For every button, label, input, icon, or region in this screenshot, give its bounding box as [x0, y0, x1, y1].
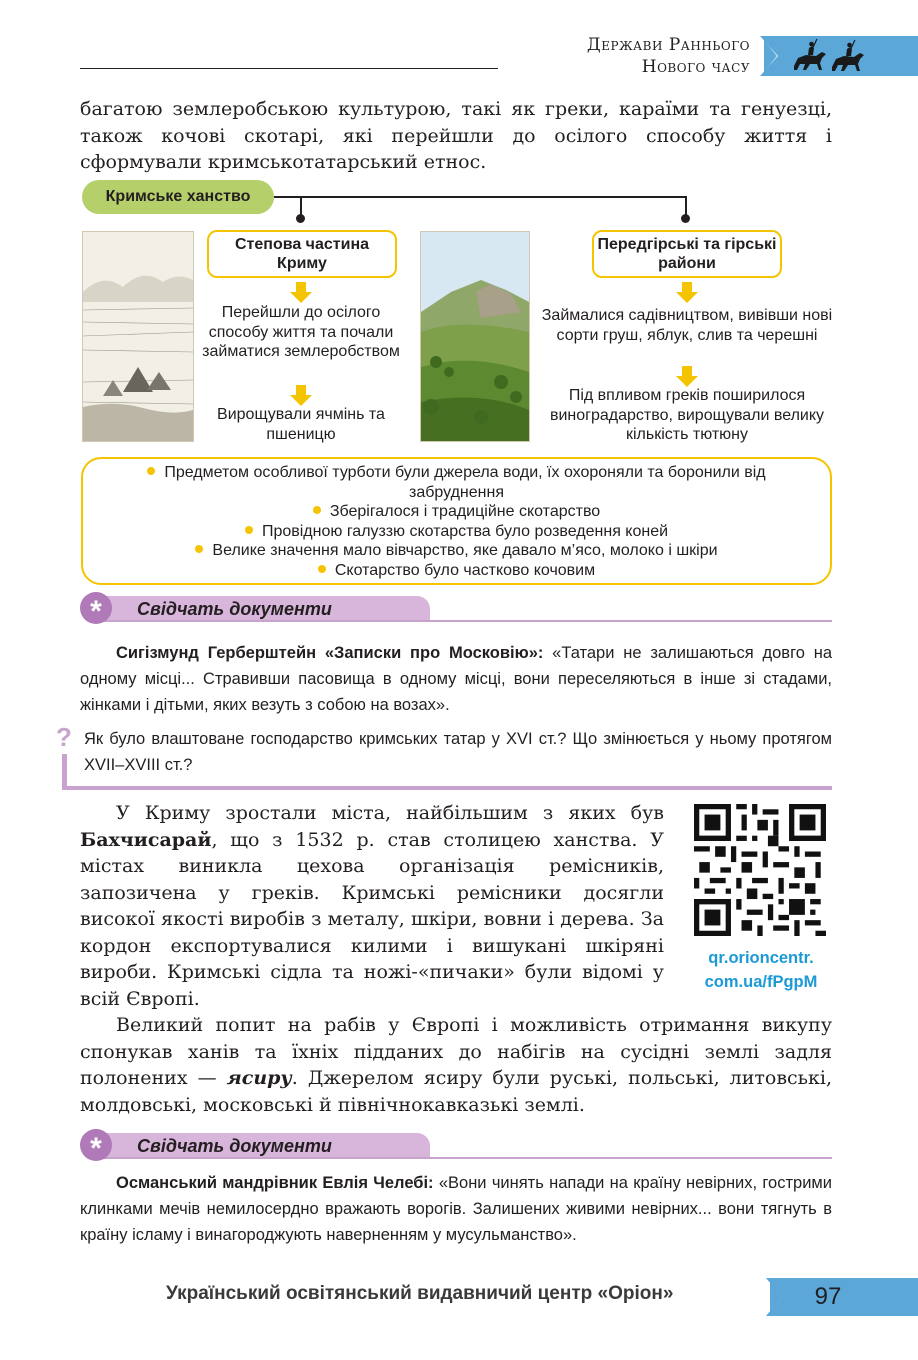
diagram-connector — [274, 196, 686, 198]
header-rule — [80, 68, 498, 69]
steppe-title-box: Степова частина Криму — [207, 230, 397, 278]
qr-link[interactable]: qr.orioncentr. com.ua/fPgpM — [704, 949, 818, 991]
mountain-illustration — [420, 231, 530, 442]
connector-dot — [681, 214, 690, 223]
question-rule — [62, 786, 832, 790]
diagram-root: Кримське ханство — [82, 180, 274, 214]
mountain-drawing — [421, 232, 529, 441]
header-band — [760, 36, 918, 76]
question-bar — [62, 754, 67, 790]
publisher-name: Український освітянський видавничий центр «Оріон» — [166, 1283, 674, 1304]
bullet-icon — [313, 506, 321, 514]
document-quote: Сигізмунд Герберштейн «Записки про Московію»: «Татари не залишаються довго на одному місці... Стравивши пасовища в одному місці, вони переселяються в інше зі стадами, жінками і дітьми, яких везуть з собою на возах». — [80, 644, 832, 714]
asterisk-icon: * — [80, 592, 112, 624]
question-text: Як було влаштоване господарство кримських татар у XVI ст.? Що змінюється у ньому протягом XVII–XVIII ст.? — [84, 730, 832, 774]
bullet-icon — [195, 545, 203, 553]
mountain-step2: Під впливом греків поширилося виноградарство, вирощували велику кількість тютюну — [549, 387, 825, 443]
bullet-icon — [147, 467, 155, 475]
documents-heading: Свідчать документи — [137, 599, 332, 619]
fact-item: Предметом особливої турботи були джерела води, їх охороняли та боронили від забруднення — [83, 463, 830, 502]
connector-dot — [296, 214, 305, 223]
fact-item: Скотарство було частково кочовим — [83, 561, 830, 581]
steppe-illustration — [82, 231, 194, 442]
footer-chevron-inner — [770, 1282, 782, 1312]
fact-item: Велике значення мало вівчарство, яке давало м’ясо, молоко і шкіри — [83, 541, 830, 561]
qr-code[interactable] — [694, 804, 826, 936]
mountain-title-box: Передгірські та гірські райони — [592, 230, 782, 278]
steppe-step1: Перейшли до осілого способу життя та почали займатися землеробством — [202, 304, 400, 360]
documents-heading: Свідчать документи — [137, 1136, 332, 1156]
asterisk-icon: * — [80, 1129, 112, 1161]
riders-icon — [760, 36, 918, 76]
facts-box — [81, 457, 832, 585]
mountain-step1: Займалися садівництвом, вивівши нові сорти груш, яблук, слив та черешні — [541, 307, 833, 344]
intro-paragraph: багатою землеробською культурою, такі як греки, караїми та генуезці, також кочові скотарі, які перейшли до осілого способу життя і сформували кримськотатарський етнос. — [80, 98, 832, 173]
steppe-drawing — [83, 232, 193, 441]
steppe-step2: Вирощували ячмінь та пшеницю — [217, 406, 385, 443]
chapter-title: Держави Раннього Нового часу — [586, 35, 750, 77]
bullet-icon — [318, 565, 326, 573]
cities-paragraph: У Криму зростали міста, найбільшим з яких був Бахчисарай, що з 1532 р. став столицею ханства. У містах виникла цехова організація ремісників, запозичена у греків. Кримські ремісники досягли високої якості виробів з металу, шкіри, вовни і дерева. За кордон експортувалися килими і вишукані шкіряні вироби. Кримські сідла та ножі-«пичаки» були відомі у всій Європі. — [80, 802, 664, 1010]
question-mark-icon: ? — [56, 722, 72, 752]
document-quote: Османський мандрівник Евлія Челебі: «Вони чинять напади на країну невірних, гострими клинками мечів немилосердно вражають ворогів. Залишених живими невірних... вони тягнуть в країну ісламу і винагороджують наверненням у мусульманство». — [80, 1174, 832, 1244]
page-number: 97 — [814, 1283, 842, 1310]
yasyr-paragraph: Великий попит на рабів у Європі і можливість отримання викупу спонукав ханів та їхніх підданих до набігів на сусідні землі задля полонених — ясиру. Джерелом ясиру були руські, польські, литовські, молдовські, московські й північнокавказькі землі. — [80, 1014, 833, 1116]
fact-item: Зберігалося і традиційне скотарство — [83, 502, 830, 522]
fact-item: Провідною галуззю скотарства було розведення коней — [83, 522, 830, 542]
bullet-icon — [245, 526, 253, 534]
header-chevron-inner — [764, 40, 777, 72]
